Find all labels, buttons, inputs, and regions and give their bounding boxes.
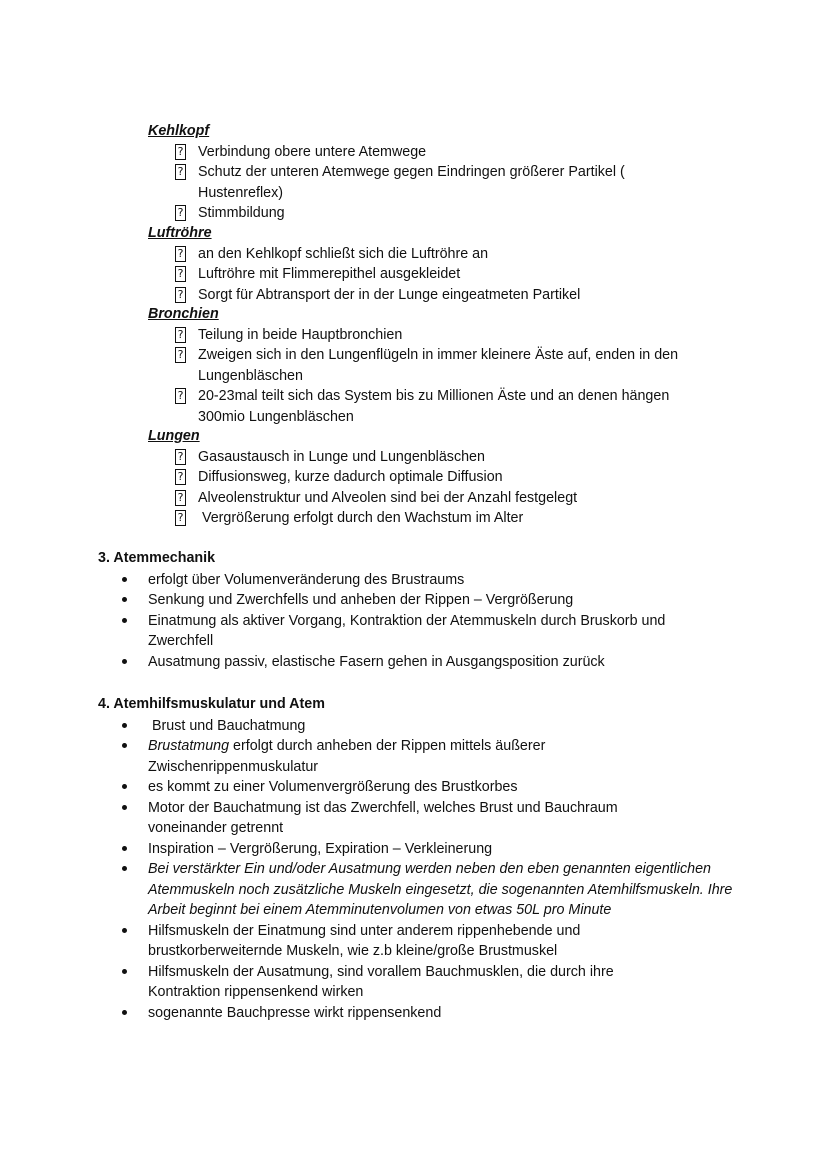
list-item: Einatmung als aktiver Vorgang, Kontraktion der Atemmuskeln durch Bruskorb und Zwerchfell xyxy=(98,611,708,652)
bullet-icon xyxy=(122,577,127,582)
subsection-title: Luftröhre xyxy=(148,225,212,241)
list-item: Hilfsmuskeln der Einatmung sind unter anderem rippenhebende und brustkorberweiternde Muskeln, wie z.b kleine/große Brustmuskel xyxy=(98,921,688,962)
list-item: Brustatmung erfolgt durch anheben der Rippen mittels äußerer Zwischenrippenmuskulatur xyxy=(98,736,628,777)
subsection-title: Bronchien xyxy=(148,306,219,322)
placeholder-glyph-icon: ? xyxy=(175,347,186,363)
bullet-icon xyxy=(122,846,127,851)
list-item: ? Teilung in beide Hauptbronchien xyxy=(175,325,768,346)
bullet-icon xyxy=(122,723,127,728)
bullet-icon xyxy=(122,597,127,602)
list-item: ? Luftröhre mit Flimmerepithel ausgekleidet xyxy=(175,264,768,285)
bullet-icon xyxy=(122,784,127,789)
list-item: ? Verbindung obere untere Atemwege xyxy=(175,142,768,163)
placeholder-glyph-icon: ? xyxy=(175,327,186,343)
placeholder-glyph-icon: ? xyxy=(175,246,186,262)
list-item: ? Diffusionsweg, kurze dadurch optimale Diffusion xyxy=(175,467,768,488)
placeholder-glyph-icon: ? xyxy=(175,144,186,160)
placeholder-glyph-icon: ? xyxy=(175,469,186,485)
subsection-kehlkopf xyxy=(148,121,768,224)
list-item: Hilfsmuskeln der Ausatmung, sind vorallem Bauchmusklen, die durch ihre Kontraktion rippensenkend wirken xyxy=(98,962,673,1003)
subsection-title: Kehlkopf xyxy=(148,123,210,139)
list-item: sogenannte Bauchpresse wirkt rippensenkend xyxy=(98,1003,758,1024)
placeholder-glyph-icon: ? xyxy=(175,266,186,282)
subsection-luftroehre xyxy=(148,223,768,305)
bullet-icon xyxy=(122,743,127,748)
list-item: Inspiration – Vergrößerung, Expiration – Verkleinerung xyxy=(98,839,758,860)
placeholder-glyph-icon: ? xyxy=(175,449,186,465)
placeholder-glyph-icon: ? xyxy=(175,205,186,221)
list-item: erfolgt über Volumenveränderung des Brustraums xyxy=(98,570,758,591)
list-item: ? Alveolenstruktur und Alveolen sind bei der Anzahl festgelegt xyxy=(175,488,768,509)
placeholder-glyph-icon: ? xyxy=(175,287,186,303)
placeholder-glyph-icon: ? xyxy=(175,164,186,180)
item-list xyxy=(148,142,768,224)
list-item: Motor der Bauchatmung ist das Zwerchfell, welches Brust und Bauchraum voneinander getrennt xyxy=(98,798,678,839)
section-atemmechanik xyxy=(98,548,758,672)
list-item: es kommt zu einer Volumenvergrößerung des Brustkorbes xyxy=(98,777,758,798)
subsection-title: Lungen xyxy=(148,428,200,444)
bullet-icon xyxy=(122,969,127,974)
list-item: ? Sorgt für Abtransport der in der Lunge eingeatmeten Partikel xyxy=(175,285,768,306)
bullet-icon xyxy=(122,805,127,810)
subsection-lungen xyxy=(148,426,768,529)
placeholder-glyph-icon: ? xyxy=(175,490,186,506)
section-title: 4. Atemhilfsmuskulatur und Atem xyxy=(98,696,325,712)
bullet-icon xyxy=(122,1010,127,1015)
placeholder-glyph-icon: ? xyxy=(175,510,186,526)
bullet-list xyxy=(98,570,758,673)
item-list xyxy=(148,244,768,306)
list-item: ? Zweigen sich in den Lungenflügeln in immer kleinere Äste auf, enden in den Lungenbläschen xyxy=(175,345,733,386)
placeholder-glyph-icon: ? xyxy=(175,388,186,404)
item-list xyxy=(148,325,768,428)
bullet-icon xyxy=(122,866,127,871)
bullet-icon xyxy=(122,659,127,664)
list-item: Ausatmung passiv, elastische Fasern gehen in Ausgangsposition zurück xyxy=(98,652,758,673)
list-item: ? Gasaustausch in Lunge und Lungenbläschen xyxy=(175,447,768,468)
list-item: ? Schutz der unteren Atemwege gegen Eindringen größerer Partikel ( Hustenreflex) xyxy=(175,162,668,203)
bullet-list xyxy=(98,716,758,1024)
list-item: Bei verstärkter Ein und/oder Ausatmung werden neben den eben genannten eigentlichen Atemmuskeln noch zusätzliche Muskeln eingesetzt, die sogenannten Atemhilfsmuskeln. Ihre Arbeit beginnt bei einem Atemminutenvolumen von etwas 50L pro Minute xyxy=(98,859,743,921)
item-list xyxy=(148,447,768,529)
list-item: ? Vergrößerung erfolgt durch den Wachstum im Alter xyxy=(175,508,768,529)
list-item: Brust und Bauchatmung xyxy=(98,716,758,737)
list-item: ? Stimmbildung xyxy=(175,203,768,224)
section-title: 3. Atemmechanik xyxy=(98,550,216,566)
section-atemhilfsmuskulatur xyxy=(98,694,758,1023)
bullet-icon xyxy=(122,928,127,933)
subsection-bronchien xyxy=(148,304,768,427)
list-item: Senkung und Zwerchfells und anheben der Rippen – Vergrößerung xyxy=(98,590,758,611)
list-item: ? 20-23mal teilt sich das System bis zu Millionen Äste und an denen hängen 300mio Lungenbläschen xyxy=(175,386,718,427)
list-item: ? an den Kehlkopf schließt sich die Luftröhre an xyxy=(175,244,768,265)
bullet-icon xyxy=(122,618,127,623)
